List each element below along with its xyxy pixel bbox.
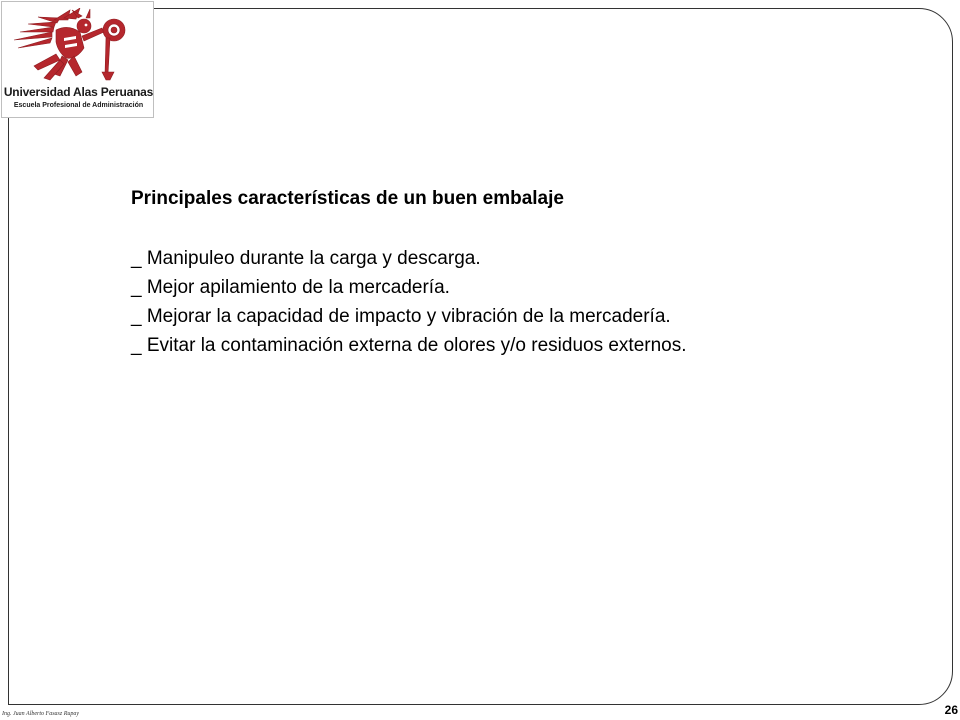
winged-warrior-emblem-icon <box>10 8 148 84</box>
slide-title: Principales características de un buen embalaje <box>131 188 564 209</box>
slide-content <box>131 186 911 360</box>
university-name: Universidad Alas Peruanas <box>3 85 154 99</box>
university-logo <box>1 1 154 118</box>
list-item: _ Evitar la contaminación externa de olores y/o residuos externos. <box>131 335 687 356</box>
characteristics-list <box>131 244 911 360</box>
footer-author: Ing. Juan Alberto Fasasz Rupay <box>2 711 80 717</box>
page-number: 26 <box>944 703 958 717</box>
school-name: Escuela Profesional de Administración <box>13 102 144 109</box>
list-item: _ Mejorar la capacidad de impacto y vibración de la mercadería. <box>131 306 671 327</box>
list-item: _ Manipuleo durante la carga y descarga. <box>131 248 481 269</box>
list-item: _ Mejor apilamiento de la mercadería. <box>131 277 450 298</box>
